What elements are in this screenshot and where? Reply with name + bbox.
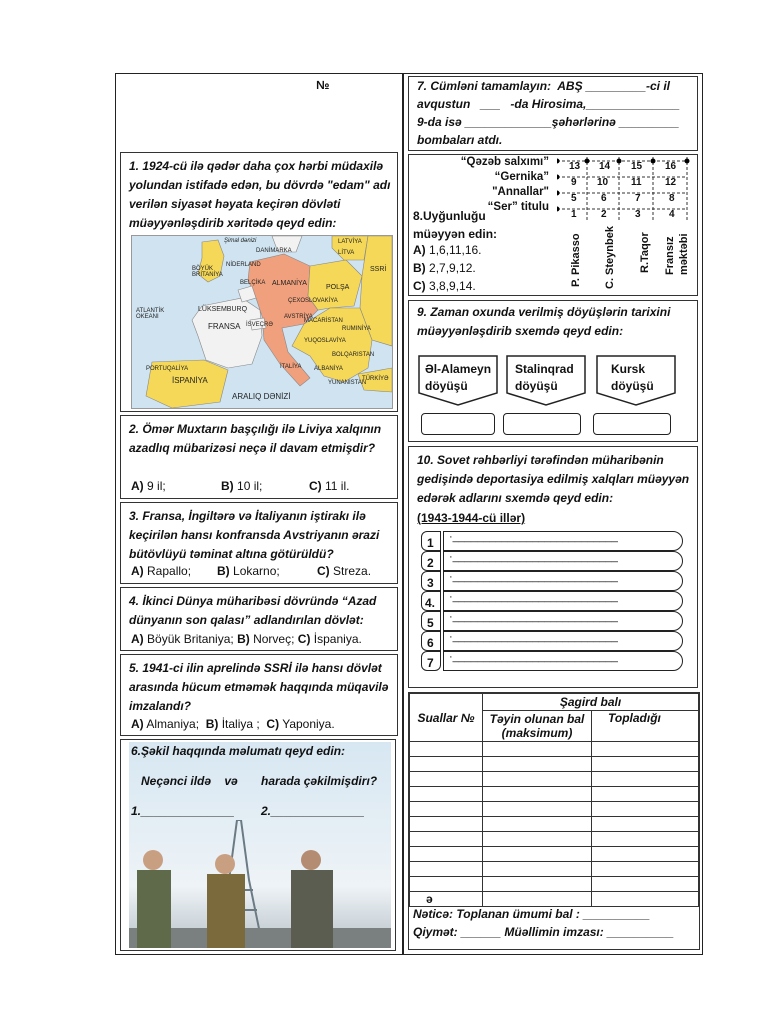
question-5-text: 5. 1941-ci ilin aprelində SSRİ ilə hansı dövlət arasında hücum etməmək haqqında müqavilə imzalandı? xyxy=(129,661,389,713)
option-letter: A) xyxy=(131,632,144,646)
score-result[interactable]: Nəticə: Toplanan ümumi bal : __________ xyxy=(413,907,650,921)
grid-cell: 3 xyxy=(635,209,641,220)
map-label-north-sea: Şimal dənizi xyxy=(224,238,257,244)
question-5-option-b[interactable] xyxy=(206,717,260,731)
map-label-switzerland: İSVEÇRƏ xyxy=(246,322,273,328)
score-row xyxy=(410,862,699,877)
option-letter: B) xyxy=(237,632,250,646)
map-label-germany: ALMANİYA xyxy=(272,280,307,287)
row-blank: ·___________________________ xyxy=(449,611,618,623)
row-number: 1 xyxy=(427,536,434,550)
option-value: Almaniya; xyxy=(146,717,200,731)
question-8-box xyxy=(408,154,698,296)
question-4-option-c[interactable] xyxy=(298,632,362,646)
score-row xyxy=(410,847,699,862)
score-grade[interactable]: Qiymət: ______ Müəllimin imzası: __________ xyxy=(413,925,674,939)
battle-3-line-1: Kursk xyxy=(611,362,646,376)
option-value: 9 il; xyxy=(147,479,166,493)
option-value: 11 il. xyxy=(325,479,350,493)
deportation-row[interactable] xyxy=(421,591,683,611)
score-col-questions xyxy=(410,694,483,742)
map-label-austria: AVSTRİYA xyxy=(284,314,313,320)
question-2-option-b[interactable] xyxy=(221,478,262,495)
score-col-collected-label: Topladığı xyxy=(608,711,661,725)
score-last-row-label: ə xyxy=(410,892,483,907)
question-7-line-3[interactable]: 9-da isə _____________şəhərlərinə _________ xyxy=(417,115,680,129)
row-blank: ·___________________________ xyxy=(449,651,618,663)
map-label-lithuania: LİTVA xyxy=(338,250,355,256)
map-label-italy: İTALİYA xyxy=(280,364,302,370)
work-4: “Ser” titulu xyxy=(487,201,549,213)
paris-photo xyxy=(129,820,391,948)
question-3-box xyxy=(120,502,398,584)
deportation-row[interactable] xyxy=(421,631,683,651)
battle-2 xyxy=(515,361,574,395)
row-number: 4. xyxy=(425,596,436,610)
score-col-questions-label: Suallar № xyxy=(417,710,475,725)
option-value: 1,6,11,16. xyxy=(429,243,482,257)
question-7-box xyxy=(408,76,698,151)
grid-cell: 10 xyxy=(597,177,609,188)
question-6-blank-1[interactable]: 1.______________ xyxy=(131,804,235,818)
score-row xyxy=(410,832,699,847)
score-row xyxy=(410,802,699,817)
row-blank: ·___________________________ xyxy=(449,571,618,583)
grid-cell: 1 xyxy=(571,209,577,220)
option-value: Rapallo; xyxy=(147,564,192,578)
option-letter: A) xyxy=(131,479,144,493)
map-label-spain: İSPANİYA xyxy=(172,376,208,385)
question-4-text: 4. İkinci Dünya müharibəsi dövründə “Azad dünyanın son qalası” adlandırılan dövlət: xyxy=(129,594,377,627)
score-row xyxy=(410,757,699,772)
score-row xyxy=(410,742,699,757)
battle-1-line-2: döyüşü xyxy=(425,379,468,393)
deportation-row[interactable] xyxy=(421,551,683,571)
question-8-title-b: müəyyən edin: xyxy=(413,227,498,241)
deportation-row[interactable] xyxy=(421,531,683,551)
map-label-czech: ÇEXOSLOVAKİYA xyxy=(288,298,338,304)
grid-cell: 8 xyxy=(669,193,675,204)
option-letter: A) xyxy=(413,243,426,257)
map-label-albania: ALBANİYA xyxy=(314,366,343,372)
grid-cell: 5 xyxy=(571,193,577,204)
question-5-option-a[interactable] xyxy=(131,717,199,731)
question-6-blank-2[interactable]: 2.______________ xyxy=(261,804,365,818)
question-6-box xyxy=(120,739,396,951)
question-1-text: 1. 1924-cü ilə qədər daha çox hərbi müdaxilə yolundan istifadə edən, bu dövrdə "edam" adı verilən siyasət həyata keçirən dövləti müəyyənləşdirib xəritədə qeyd edin: xyxy=(129,159,391,230)
grid-cell: 2 xyxy=(601,209,607,220)
grid-cell: 4 xyxy=(669,209,675,220)
question-4-box xyxy=(120,587,398,651)
map-label-atlantic: ATLANTİK OKEANI xyxy=(136,308,165,320)
number-sign: № xyxy=(316,78,330,92)
map-label-france: FRANSA xyxy=(208,322,241,331)
grid-cell: 9 xyxy=(571,177,577,188)
map-label-belgium: BELÇİKA xyxy=(240,280,266,286)
option-letter: C) xyxy=(266,717,280,731)
option-letter: B) xyxy=(413,261,426,275)
question-7-line-4: bombaları atdı. xyxy=(417,133,503,147)
grid-cell: 6 xyxy=(601,193,607,204)
grid-cell: 15 xyxy=(631,161,643,172)
battle-1 xyxy=(425,361,491,395)
works-list xyxy=(461,155,549,215)
row-number: 5 xyxy=(427,616,434,630)
battle-2-line-2: döyüşü xyxy=(515,379,558,393)
map-label-uk: BÖYÜK BRİTANİYA xyxy=(192,266,223,278)
score-row xyxy=(410,772,699,787)
option-letter: B) xyxy=(221,479,234,493)
question-6-title: 6.Şəkil haqqında məlumatı qeyd edin: xyxy=(131,744,346,758)
deportation-row[interactable] xyxy=(421,611,683,631)
question-3-option-b[interactable] xyxy=(217,563,280,580)
row-blank: ·___________________________ xyxy=(449,631,618,643)
work-3: "Annallar" xyxy=(492,186,549,198)
option-letter: B) xyxy=(217,564,230,578)
option-letter: A) xyxy=(131,564,144,578)
question-8-option-a[interactable] xyxy=(413,241,482,259)
question-4-option-b[interactable] xyxy=(237,632,294,646)
option-value: İtaliya ; xyxy=(221,717,260,731)
score-col-collected xyxy=(592,711,699,742)
author-column-3: R.Taqor xyxy=(639,232,651,273)
option-value: 3,8,9,14. xyxy=(429,279,476,293)
question-3-option-c[interactable] xyxy=(317,563,371,580)
score-row xyxy=(410,877,699,892)
map-label-latvia: LATVİYA xyxy=(338,239,362,245)
battle-1-line-1: Əl-Alameyn xyxy=(425,362,492,376)
map-label-yugoslavia: YUQOSLAVİYA xyxy=(304,338,346,344)
question-2-option-c[interactable] xyxy=(309,478,349,495)
question-5-box xyxy=(120,654,398,736)
work-1: “Qəzəb salxımı” xyxy=(460,156,549,168)
row-number: 7 xyxy=(427,656,434,670)
map-label-denmark: DANİMARKA xyxy=(256,248,292,254)
score-col-max-label: Təyin olunan bal (maksimum) xyxy=(489,712,585,740)
row-blank: ·___________________________ xyxy=(449,531,618,543)
question-10-text: 10. Sovet rəhbərliyi tərəfindən müharibənin gedişində deportasiya edilmiş xalqları müəyyən edərək adlarını sxemdə qeyd edin: xyxy=(417,453,690,505)
map-label-hungary: MACARİSTAN xyxy=(304,318,343,324)
score-col-max xyxy=(483,711,592,742)
question-6-question: Neçənci ildə və harada çəkilmişdirı? xyxy=(141,774,378,788)
grid-cell: 16 xyxy=(665,161,677,172)
question-7-line-2[interactable]: avqustun ___ -da Hirosima,______________ xyxy=(417,97,680,111)
battle-date-input-2[interactable] xyxy=(503,413,581,435)
option-letter: C) xyxy=(317,564,330,578)
option-letter: C) xyxy=(297,632,311,646)
author-column-4: Fransız məktəbi xyxy=(664,233,690,275)
row-blank: ·___________________________ xyxy=(449,591,618,603)
question-8-option-b[interactable] xyxy=(413,259,482,277)
deportation-row[interactable] xyxy=(421,571,683,591)
author-column-1: P. Pikasso xyxy=(570,233,582,287)
work-2: “Gernika” xyxy=(494,171,549,183)
question-10-years: (1943-1944-cü illər) xyxy=(417,511,526,525)
question-8-option-c[interactable] xyxy=(413,277,482,295)
question-7-line-1[interactable]: 7. Cümləni tamamlayın: ABŞ _________-ci il xyxy=(417,79,671,93)
score-box xyxy=(408,692,700,950)
question-4-options xyxy=(131,631,362,648)
question-5-options xyxy=(131,716,335,733)
grid-cell: 14 xyxy=(599,161,611,172)
question-10-box xyxy=(408,446,698,688)
option-value: Yaponiya. xyxy=(282,717,335,731)
score-row xyxy=(410,817,699,832)
grid-cell: 11 xyxy=(631,177,642,188)
question-1-box xyxy=(120,152,398,412)
grid-cell: 13 xyxy=(569,161,581,172)
map-label-bulgaria: BOLQARISTAN xyxy=(332,352,375,358)
map-label-greece: YUNANISTAN xyxy=(328,380,367,386)
question-3-option-a[interactable] xyxy=(131,563,191,580)
option-value: Lokarno; xyxy=(233,564,280,578)
row-blank: ·___________________________ xyxy=(449,551,618,563)
map-label-turkey: TÜRKİYƏ xyxy=(362,376,389,382)
option-value: 2,7,9,12. xyxy=(429,261,476,275)
map-label-romania: RUMINİYA xyxy=(342,326,371,332)
option-letter: C) xyxy=(413,279,426,293)
map-label-mediterranean: ARALIQ DƏNİZİ xyxy=(232,392,291,401)
question-2-option-a[interactable] xyxy=(131,478,166,495)
question-2-box xyxy=(120,415,398,499)
row-number: 6 xyxy=(427,636,434,650)
author-column-2: C. Steynbek xyxy=(604,226,616,289)
question-3-text: 3. Fransa, İngiltərə və İtaliyanın iştirakı ilə keçirilən hansı konfransda Avstriyanın ərazi bütövlüyü təminat altına götürüldü? xyxy=(129,509,380,561)
option-letter: A) xyxy=(131,717,144,731)
map-label-poland: POLŞA xyxy=(326,284,350,291)
question-9-text: 9. Zaman oxunda verilmiş döyüşlərin tarixini müəyyənləşdirib sxemdə qeyd edin: xyxy=(417,305,671,338)
grid-cell: 7 xyxy=(635,193,641,204)
row-number: 2 xyxy=(427,556,434,570)
score-row xyxy=(410,787,699,802)
map-label-portugal: PORTUQALİYA xyxy=(146,366,189,372)
deportation-row[interactable] xyxy=(421,651,683,671)
option-value: Böyük Britaniya; xyxy=(147,632,234,646)
map-label-netherlands: NİDERLAND xyxy=(226,262,261,268)
option-letter: B) xyxy=(205,717,219,731)
question-4-option-a[interactable] xyxy=(131,632,234,646)
score-table xyxy=(409,693,699,907)
row-number: 3 xyxy=(427,576,434,590)
question-5-option-c[interactable] xyxy=(266,717,334,731)
question-9-box xyxy=(408,300,698,442)
map-label-ussr: SSRİ xyxy=(370,266,387,273)
battle-date-input-3[interactable] xyxy=(593,413,671,435)
matching-grid xyxy=(557,157,693,221)
question-2-text: 2. Ömər Muxtarın başçılığı ilə Liviya xalqının azadlıq mübarizəsi neçə il davam etmişdir? xyxy=(129,422,382,455)
option-letter: C) xyxy=(309,479,322,493)
battle-3-line-2: döyüşü xyxy=(611,379,654,393)
option-value: İspaniya. xyxy=(313,632,362,646)
question-8-title-a: 8.Uyğunluğu xyxy=(413,209,486,223)
battle-date-input-1[interactable] xyxy=(421,413,495,435)
option-value: 10 il; xyxy=(237,479,263,493)
question-8-options xyxy=(413,241,482,295)
map-label-luxembourg: LÜKSEMBURQ xyxy=(198,306,248,313)
option-value: Streza. xyxy=(333,564,372,578)
score-header xyxy=(483,694,699,711)
score-header-label: Şagird balı xyxy=(559,695,622,709)
europe-map xyxy=(131,235,393,409)
grid-cell: 12 xyxy=(665,177,677,188)
battle-2-line-1: Stalinqrad xyxy=(515,362,574,376)
battle-3 xyxy=(611,361,654,395)
option-value: Norveç; xyxy=(253,632,295,646)
